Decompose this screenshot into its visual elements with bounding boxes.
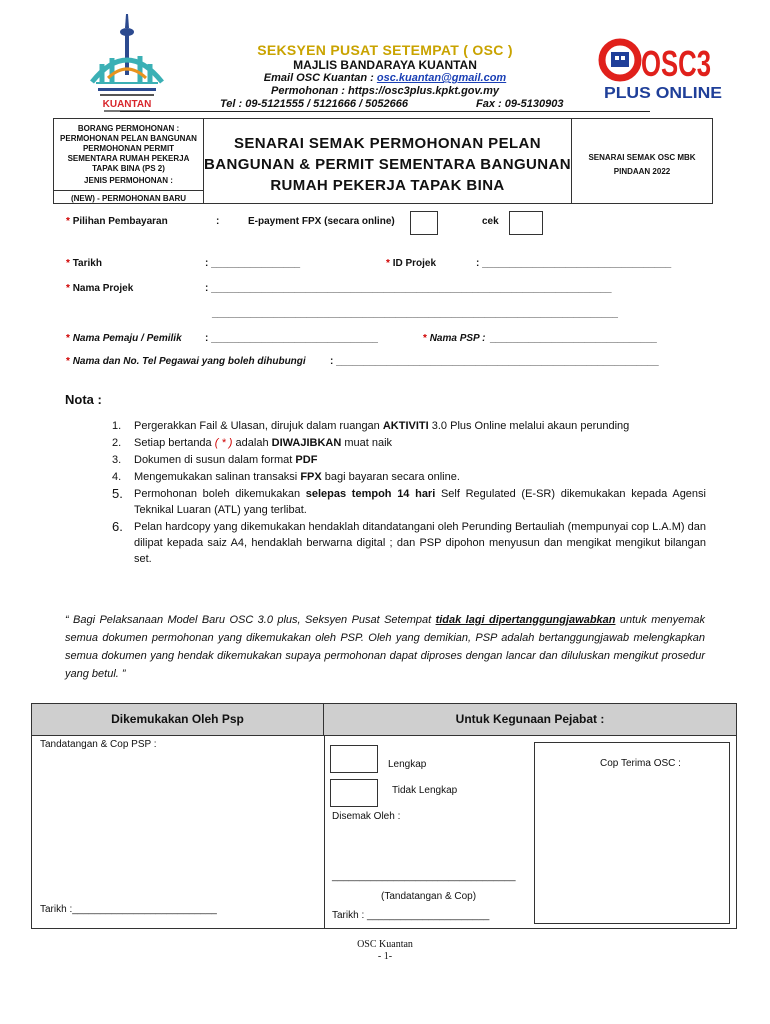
header-council: MAJLIS BANDARAYA KUANTAN (293, 58, 477, 72)
id-projek-label: * ID Projek (386, 258, 437, 269)
header-divider (120, 111, 650, 112)
psp-sign-label: Tandatangan & Cop PSP : (40, 739, 157, 750)
epayment-checkbox[interactable] (410, 211, 438, 235)
lengkap-checkbox[interactable] (330, 745, 378, 773)
tarikh-field[interactable]: : ________________ (205, 258, 301, 269)
table-header (32, 704, 736, 736)
lengkap-label: Lengkap (388, 759, 427, 770)
mbk-logo-text: KUANTAN (102, 99, 152, 110)
footer-office: OSC Kuantan (357, 939, 413, 950)
cop-terima-box[interactable] (534, 742, 730, 924)
form-type-line: (NEW) - PERMOHONAN BARU (70, 194, 187, 203)
pemaju-label: * Nama Pemaju / Pemilik (66, 333, 182, 344)
office-sign-line[interactable]: _________________________________ (332, 871, 516, 882)
list-item: 4. Mengemukakan salinan transaksi FPX bagi bayaran secara online. (112, 471, 460, 483)
tarikh-label: * Tarikh (66, 258, 102, 269)
table-header-psp: Dikemukakan Oleh Psp (32, 704, 324, 735)
document-title-line: RUMAH PEKERJA TAPAK BINA (270, 177, 505, 194)
id-projek-field[interactable]: : __________________________________ (476, 258, 672, 269)
document-title-line: BANGUNAN & PERMIT SEMENTARA BANGUNAN (204, 156, 571, 173)
nama-projek-label: * Nama Projek (66, 283, 134, 294)
tidak-lengkap-checkbox[interactable] (330, 779, 378, 807)
submission-table (31, 703, 737, 929)
header-title: SEKSYEN PUSAT SETEMPAT ( OSC ) (257, 42, 513, 58)
table-header-office: Untuk Kegunaan Pejabat : (455, 712, 605, 726)
document-title (204, 119, 572, 203)
form-type-line: PERMOHONAN PELAN BANGUNAN (60, 134, 197, 143)
revision-cell (572, 119, 712, 203)
document-title-line: SENARAI SEMAK PERMOHONAN PELAN (233, 135, 542, 152)
pegawai-label: * Nama dan No. Tel Pegawai yang boleh dihubungi (66, 356, 306, 367)
header-permohonan: Permohonan : https://osc3plus.kpkt.gov.my (271, 85, 499, 97)
form-type-line: JENIS PERMOHONAN : (84, 176, 173, 185)
office-tarikh-field[interactable]: Tarikh : ______________________ (332, 910, 490, 921)
list-item: 1. Pergerakkan Fail & Ulasan, dirujuk dalam ruangan AKTIVITI 3.0 Plus Online melalui akaun perunding (112, 420, 630, 432)
nota-list (112, 418, 706, 568)
header-tel: Tel : 09-5121555 / 5121666 / 5052666 (220, 98, 408, 110)
revision-line: SENARAI SEMAK OSC MBK (588, 153, 696, 162)
nama-projek-field-2[interactable]: _________________________________________________________________________ (212, 308, 618, 319)
form-type-line: TAPAK BINA (PS 2) (92, 164, 165, 173)
osc3-logo-sub: PLUS ONLINE (604, 85, 723, 102)
form-type-line: PERMOHONAN PERMIT (82, 144, 175, 153)
form-type-line: BORANG PERMOHONAN : (77, 124, 180, 133)
email-link[interactable]: osc.kuantan@gmail.com (376, 72, 507, 84)
pegawai-field[interactable]: : __________________________________________________________ (330, 356, 659, 367)
nota-heading: Nota : (65, 392, 102, 407)
form-type-line: SEMENTARA RUMAH PEKERJA (67, 154, 190, 163)
epayment-label: E-payment FPX (secara online) (248, 216, 395, 227)
disemak-label: Disemak Oleh : (332, 811, 401, 822)
page-number: - 1- (377, 951, 393, 962)
list-item: 2. Setiap bertanda ( * ) adalah DIWAJIBKAN muat naik (112, 437, 393, 449)
revision-line: PINDAAN 2022 (613, 167, 671, 176)
psp-tarikh-field[interactable]: Tarikh :__________________________ (40, 904, 217, 915)
psp-label: * Nama PSP : (423, 333, 486, 344)
cop-terima-label: Cop Terima OSC : (600, 758, 681, 769)
payment-label: * Pilihan Pembayaran (66, 216, 168, 227)
disclaimer-quote: “ Bagi Pelaksanaan Model Baru OSC 3.0 plus, Seksyen Pusat Setempat tidak lagi dipertanggungjawabkan untuk menyemak semua dokumen permohonan yang dikemukakan oleh PSP. Oleh yang demikian, PSP adalah bertanggungjawab melengkapkan semua dokumen yang hendak dikemukakan supaya permohonan dapat diproses dengan lancar dan diluluskan mengikut prosedur yang betul. ” (65, 614, 705, 680)
form-type-cell (54, 119, 204, 203)
list-item: 5. Permohonan boleh dikemukakan selepas tempoh 14 hari Self Regulated (E-SR) dikemukakan kepada Agensi Teknikal Luaran (ATL) yang terlibat. (112, 486, 706, 516)
pemaju-field[interactable]: : ______________________________ (205, 333, 378, 344)
table-divider (324, 736, 325, 928)
header-email-line (0, 72, 770, 84)
info-box (53, 118, 713, 204)
nama-projek-field[interactable]: : ________________________________________________________________________ (205, 283, 612, 294)
cek-checkbox[interactable] (509, 211, 543, 235)
psp-field[interactable]: ______________________________ (490, 333, 657, 344)
payment-colon: : (216, 216, 220, 227)
list-item: 3. Dokumen di susun dalam format PDF (112, 454, 318, 466)
list-item: 6. Pelan hardcopy yang dikemukakan hendaklah ditandatangani oleh Perunding Bertauliah (mempunyai cop L.A.M) dan dilipat kepada saiz A4, hendaklah berwarna digital ; dan PSP dipohon menyusun dan mengikat mengikut bilangan set. (112, 519, 706, 565)
office-sign-caption: (Tandatangan & Cop) (381, 891, 477, 902)
osc3-logo-main: OSC3 (641, 43, 711, 84)
header-fax: Fax : 09-5130903 (476, 98, 564, 110)
email-label: Email OSC Kuantan : (263, 72, 374, 84)
cek-label: cek (482, 216, 499, 227)
tidak-lengkap-label: Tidak Lengkap (392, 785, 458, 796)
